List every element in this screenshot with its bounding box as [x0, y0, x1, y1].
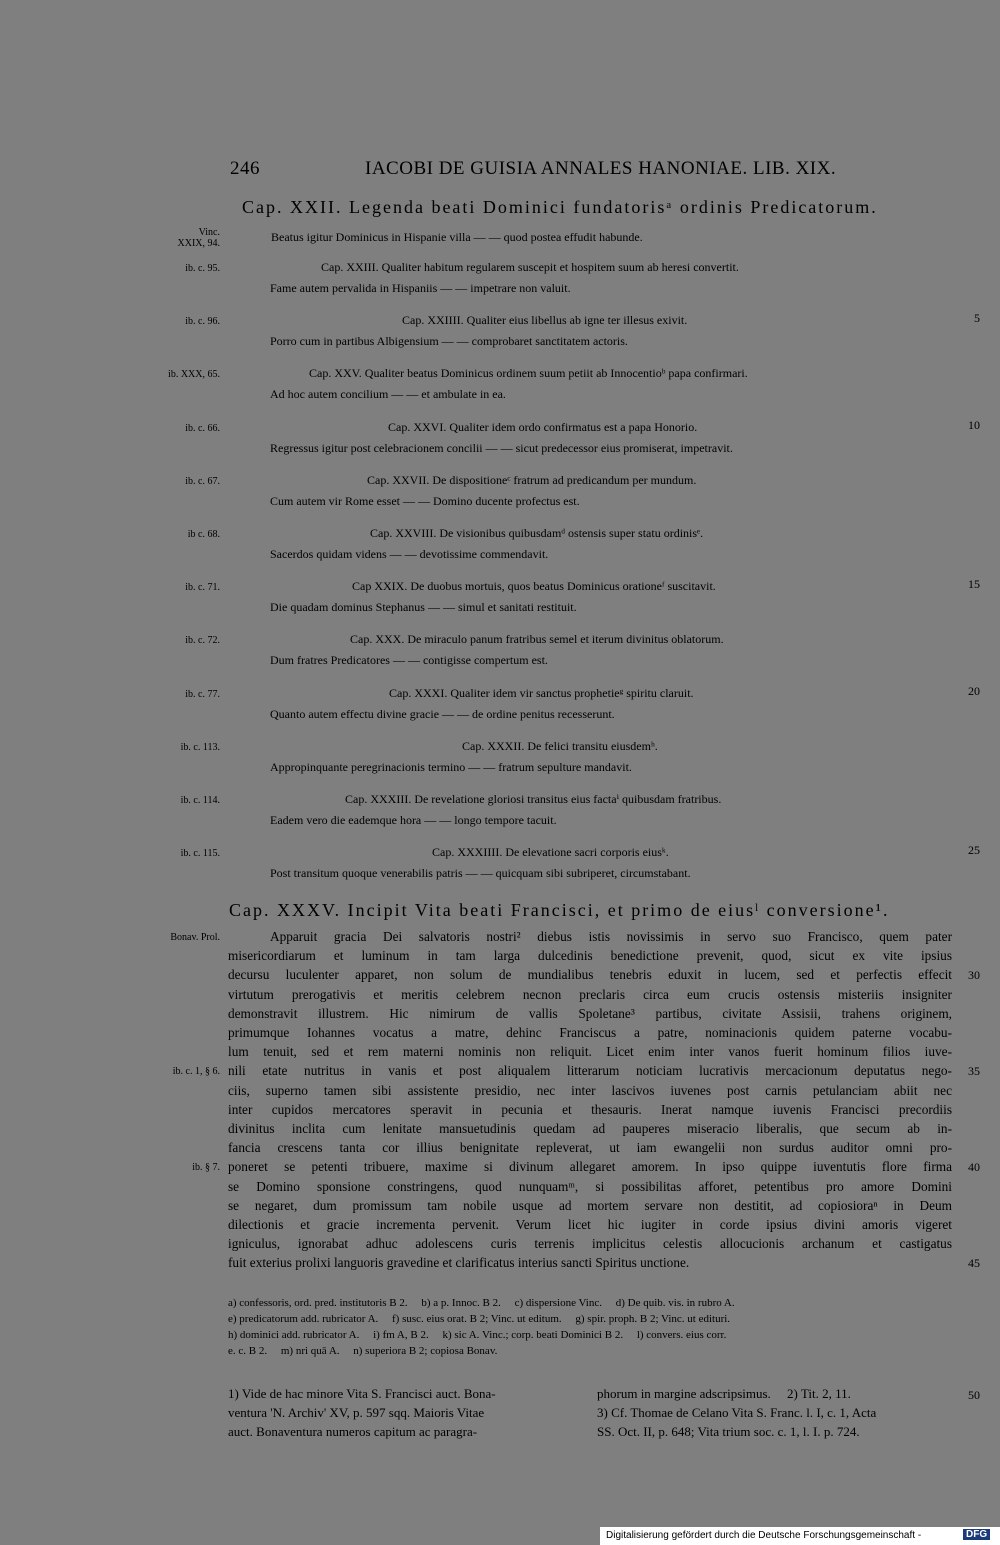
chapter-title-22: Cap. XXII. Legenda beati Dominici fundatorisᵃ ordinis Predicatorum. [242, 197, 878, 217]
chapter-heading: Cap. XXX. De miraculo panum fratribus semel et iterum divinitus oblatorum. [350, 632, 724, 647]
body-line: Apparuit gracia Dei salvatoris nostri² diebus istis novissimis in servo suo Francisco, quem pater [270, 929, 952, 944]
body-line: se Domino sponsione constringens, quod nunquamᵐ, si possibilitas afforet, petentibus pro amore Domini [228, 1178, 952, 1194]
variant-note: a) confessoris, ord. pred. institutoris B 2. b) a p. Innoc. B 2. c) dispersione Vinc. d) De quib. vis. in rubro A. [228, 1297, 735, 1309]
margin-note: ib. c. 67. [185, 475, 220, 487]
margin-note: ib. c. 96. [185, 316, 220, 328]
footnote-line: 3) Cf. Thomae de Celano Vita S. Franc. l. I, c. 1, Acta [597, 1405, 877, 1420]
line-number: 10 [968, 417, 980, 432]
chapter-text: Ad hoc autem concilium — — et ambulate in ea. [270, 387, 506, 402]
chapter-heading: Cap. XXXIII. De revelatione gloriosi transitus eius factaⁱ quibusdam fratribus. [345, 792, 722, 806]
footnote-line: ventura 'N. Archiv' XV, p. 597 sqq. Maioris Vitae [228, 1405, 485, 1420]
footnote-line: auct. Bonaventura numeros capitum ac paragra- [228, 1424, 478, 1439]
body-line: fancia crescens tanta cor illius benignitate repleverat, ut iam ewangelii non surdus auditor omni pro- [228, 1140, 952, 1156]
chapter-text: Beatus igitur Dominicus in Hispanie villa — — quod postea effudit habunde. [271, 230, 643, 244]
chapter-heading: Cap. XXVI. Qualiter idem ordo confirmatus est a papa Honorio. [388, 419, 698, 434]
margin-note: ib. c. 114. [180, 795, 220, 806]
body-line: divinitus inclita cum lenitate mansuetudinis quedam ad pauperes miseracio liberalis, que secum ab in- [228, 1121, 952, 1136]
chapter-text: Regressus igitur post celebracionem concilii — — sicut predecessor eius promiserat, impetravit. [270, 440, 733, 455]
body-line: lum tenuit, sed et rem materni nominis non reliquit. Licet enim inter vanos fuerit hominum filios iuve- [228, 1044, 952, 1060]
line-number: 15 [968, 577, 980, 592]
body-line: dilectionis et gracie incrementa pervenit. Verum licet hic iugiter in corde ipsius divini amoris vigeret [228, 1217, 952, 1232]
page-number: 246 [230, 158, 260, 179]
margin-note: ib. § 7. [192, 1162, 220, 1174]
chapter-text: Fame autem pervalida in Hispaniis — — impetrare non valuit. [270, 281, 571, 295]
chapter-text: Quanto autem effectu divine gracie — — de ordine penitus recesserunt. [270, 706, 615, 721]
chapter-text: Cum autem vir Rome esset — — Domino ducente profectus est. [270, 493, 580, 508]
chapter-heading: Cap. XXXII. De felici transitu eiusdemʰ. [462, 738, 658, 753]
footnote-line: phorum in margine adscripsimus. 2) Tit. 2, 11. [597, 1386, 851, 1401]
chapter-heading: Cap. XXVIII. De visionibus quibusdamᵈ ostensis super statu ordinisᵉ. [370, 526, 704, 540]
footer-credit: Digitalisierung gefördert durch die Deutsche Forschungsgemeinschaft - [606, 1530, 922, 1541]
margin-note: ib. c. 72. [185, 635, 220, 647]
running-title: IACOBI DE GUISIA ANNALES HANONIAE. LIB. XIX. [365, 158, 837, 179]
chapter-heading: Cap. XXIII. Qualiter habitum regularem suscepit et hospitem suum ab heresi convertit. [321, 260, 739, 274]
line-number: 35 [968, 1064, 980, 1079]
margin-note: ib. c. 115. [180, 848, 220, 860]
chapter-text: Eadem vero die eademque hora — — longo tempore tacuit. [270, 813, 557, 827]
variant-note: e) predicatorum add. rubricator A. f) susc. eius orat. B 2; Vinc. ut editum. g) spir. proph. B 2; Vinc. ut edituri. [228, 1313, 731, 1325]
margin-note: ib. XXX, 65. [168, 369, 220, 381]
footnote-line: SS. Oct. II, p. 648; Vita trium soc. c. 1, l. I. p. 724. [597, 1424, 860, 1439]
line-number: 40 [968, 1160, 980, 1175]
body-line: inter cupidos mercatores speravit in pecunia et thesauris. Inerat namque iuvenis Francisci precordiis [228, 1101, 952, 1117]
chapter-text: Appropinquante peregrinacionis termino — — fratrum sepulture mandavit. [270, 759, 632, 774]
body-line: primumque Iohannes vocatus a matre, dehinc Franciscus a patre, nominacionis quidem paterne vocabu- [228, 1025, 952, 1040]
body-line: ciis, superno tamen sibi assistente presidio, nec inter lascivos iuvenes post carnis petulanciam abiit nec [228, 1082, 952, 1098]
chapter-heading: Cap. XXVII. De dispositioneᶜ fratrum ad predicandum per mundum. [367, 472, 697, 487]
chapter-text: Dum fratres Predicatores — — contigisse compertum est. [270, 653, 548, 668]
body-line: igniculus, ignorabat adhuc adolescens curis terrenis implicitus celestis allocucionis archanum et castigatus [228, 1236, 952, 1252]
body-line: poneret se petenti tribuere, maxime si divinum allegaret amorem. In ipso quippe iuventutis flore firma [228, 1159, 952, 1175]
chapter-text: Post transitum quoque venerabilis patris — — quicquam sibi subriperet, circumstabant. [270, 866, 691, 881]
margin-note: Vinc. [198, 227, 220, 238]
footnote-line: 1) Vide de hac minore Vita S. Francisci auct. Bona- [228, 1386, 496, 1401]
variant-note: e. c. B 2. m) nri quā A. n) superiora B 2; copiosa Bonav. [228, 1345, 498, 1357]
body-line: nili etate nutritus in vanis et post aliqualem litterarum noticiam lucrativis mercacionum deputatus nego- [228, 1063, 952, 1079]
body-line: demonstravit illustrem. Hic nimirum de vallis Spoletane³ partibus, civitate Assisii, trahens originem, [228, 1005, 952, 1021]
chapter-text: Sacerdos quidam videns — — devotissime commendavit. [270, 547, 549, 561]
body-line: virtutum prerogativis et meritis celebrem necnon preclaris circa eum crucis ostensis misteriis insigniter [228, 986, 952, 1002]
chapter-heading: Cap. XXV. Qualiter beatus Dominicus ordinem suum petiit ab Innocentioᵇ papa confirmari. [309, 366, 748, 381]
chapter-text: Die quadam dominus Stephanus — — simul et sanitati restituit. [270, 600, 577, 615]
chapter-heading: Cap XXIX. De duobus mortuis, quos beatus Dominicus orationeᶠ suscitavit. [352, 579, 716, 594]
chapter-heading: Cap. XXIIII. Qualiter eius libellus ab igne ter illesus exivit. [402, 313, 688, 328]
margin-note: ib. c. 66. [185, 422, 220, 434]
margin-note: ib. c. 113. [180, 741, 220, 753]
body-line: misericordiarum et luminum in tam larga dulcedinis benedictione prevenit, quod, sicut ex vite ipsius [228, 948, 952, 964]
body-line: se negaret, dum promissum tam nobile usque ad mortem servare non destitit, ad copiosioraⁿ in Deum [228, 1197, 952, 1213]
margin-note: XXIX, 94. [177, 238, 220, 249]
chapter-text: Porro cum in partibus Albigensium — — comprobaret sanctitatem actoris. [270, 334, 628, 349]
line-number: 30 [968, 968, 980, 983]
chapter-title-35: Cap. XXXV. Incipit Vita beati Francisci, et primo de eiusˡ conversione¹. [229, 900, 890, 920]
chapter-heading: Cap. XXXI. Qualiter idem vir sanctus prophetieᵍ spiritu claruit. [389, 685, 694, 700]
line-number: 5 [974, 311, 980, 326]
dfg-logo: DFG [963, 1529, 990, 1540]
margin-note: ib. c. 77. [185, 688, 220, 700]
chapter-heading: Cap. XXXIIII. De elevatione sacri corporis eiusᵏ. [432, 845, 669, 860]
body-line: fuit exterius prolixi languoris gravedine et clarificatus interius sancti Spiritus unctione. [228, 1255, 690, 1271]
margin-note: Bonav. Prol. [170, 932, 220, 943]
margin-note: ib. c. 1, § 6. [172, 1066, 220, 1078]
margin-note: ib. c. 71. [185, 582, 220, 594]
line-number: 25 [968, 843, 980, 858]
body-line: decursu luculenter apparet, non solum de mundialibus tenebris eduxit in lucem, sed et perfectis effecit [228, 967, 952, 983]
line-number: 50 [968, 1388, 980, 1402]
line-number: 20 [968, 683, 980, 698]
line-number: 45 [968, 1256, 980, 1271]
variant-note: h) dominici add. rubricator A. i) fm A, B 2. k) sic A. Vinc.; corp. beati Dominici B 2. l) convers. eius corr. [228, 1329, 727, 1341]
margin-note: ib c. 68. [187, 529, 220, 540]
margin-note: ib. c. 95. [185, 263, 220, 274]
